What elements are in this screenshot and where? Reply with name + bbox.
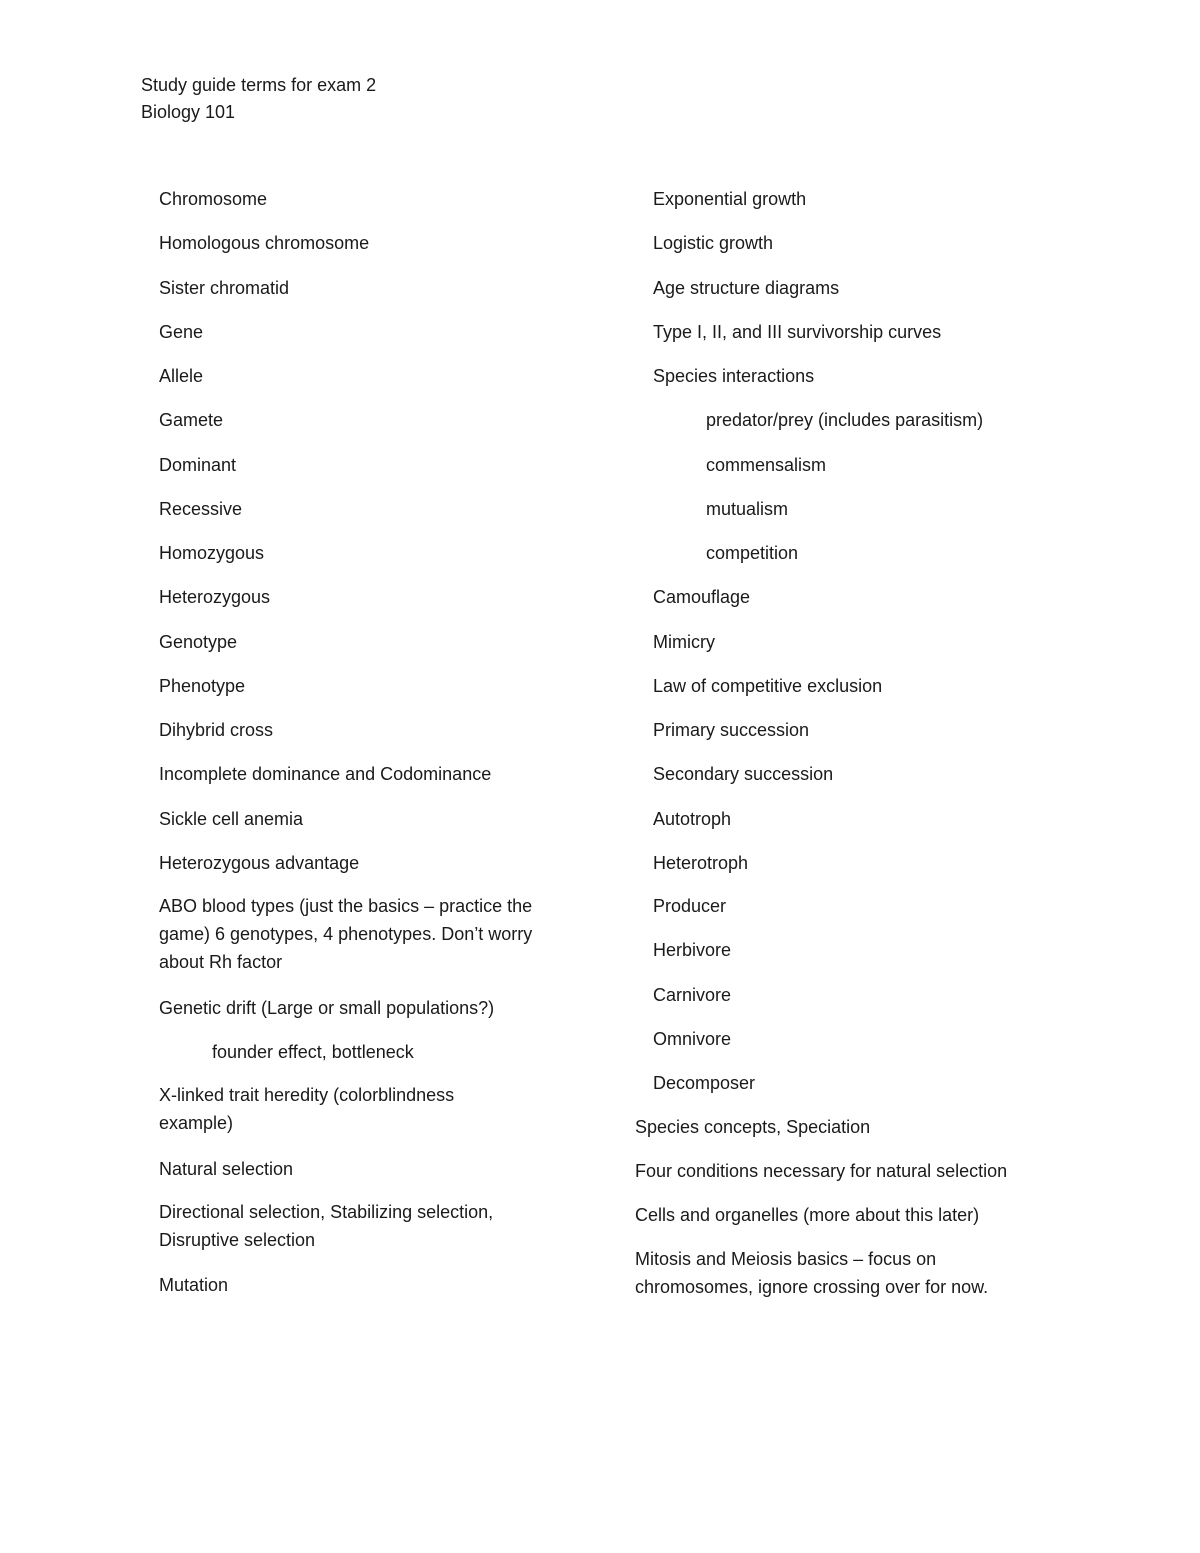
term-homologous-chromosome: Homologous chromosome — [159, 233, 370, 253]
term-genotype: Genotype — [159, 632, 238, 652]
term-primary-succession: Primary succession — [653, 720, 810, 740]
term-autotroph: Autotroph — [653, 809, 732, 829]
term-species-interactions: Species interactions — [653, 366, 815, 386]
term-founder-effect: founder effect, bottleneck — [212, 1042, 414, 1062]
term-incomplete-dominance: Incomplete dominance and Codominance — [159, 764, 492, 784]
term-producer: Producer — [653, 896, 727, 916]
term-mutualism: mutualism — [706, 499, 789, 519]
term-gene: Gene — [159, 322, 204, 342]
term-competitive-exclusion: Law of competitive exclusion — [653, 676, 883, 696]
term-selection-types: Directional selection, Stabilizing selection, Disruptive selection — [159, 1202, 494, 1250]
term-heterozygous-advantage: Heterozygous advantage — [159, 853, 360, 873]
term-abo-blood-types: ABO blood types (just the basics – practice the game) 6 genotypes, 4 phenotypes. Don’t worry about Rh factor — [159, 896, 533, 972]
term-recessive: Recessive — [159, 499, 243, 519]
term-decomposer: Decomposer — [653, 1073, 756, 1093]
term-omnivore: Omnivore — [653, 1029, 732, 1049]
term-heterozygous: Heterozygous — [159, 587, 271, 607]
term-competition: competition — [706, 543, 799, 563]
term-x-linked-trait: X-linked trait heredity (colorblindness example) — [159, 1085, 455, 1133]
term-carnivore: Carnivore — [653, 985, 732, 1005]
document-title: Study guide terms for exam 2 — [141, 75, 377, 95]
term-age-structure-diagrams: Age structure diagrams — [653, 278, 840, 298]
course-name: Biology 101 — [141, 102, 236, 122]
term-species-concepts: Species concepts, Speciation — [635, 1117, 871, 1137]
term-dominant: Dominant — [159, 455, 237, 475]
term-secondary-succession: Secondary succession — [653, 764, 834, 784]
term-homozygous: Homozygous — [159, 543, 265, 563]
term-predator-prey: predator/prey (includes parasitism) — [706, 410, 984, 430]
term-allele: Allele — [159, 366, 204, 386]
term-herbivore: Herbivore — [653, 940, 732, 960]
term-cells-organelles: Cells and organelles (more about this later) — [635, 1205, 980, 1225]
term-natural-selection-conditions: Four conditions necessary for natural selection — [635, 1161, 1008, 1181]
term-logistic-growth: Logistic growth — [653, 233, 774, 253]
term-sickle-cell-anemia: Sickle cell anemia — [159, 809, 304, 829]
term-heterotroph: Heterotroph — [653, 853, 749, 873]
term-genetic-drift: Genetic drift (Large or small populations?) — [159, 998, 495, 1018]
term-gamete: Gamete — [159, 410, 224, 430]
term-survivorship-curves: Type I, II, and III survivorship curves — [653, 322, 942, 342]
term-phenotype: Phenotype — [159, 676, 246, 696]
term-mutation: Mutation — [159, 1275, 229, 1295]
term-commensalism: commensalism — [706, 455, 827, 475]
term-sister-chromatid: Sister chromatid — [159, 278, 290, 298]
term-exponential-growth: Exponential growth — [653, 189, 807, 209]
term-dihybrid-cross: Dihybrid cross — [159, 720, 274, 740]
term-mitosis-meiosis: Mitosis and Meiosis basics – focus on chromosomes, ignore crossing over for now. — [635, 1249, 989, 1297]
term-natural-selection: Natural selection — [159, 1159, 294, 1179]
term-chromosome: Chromosome — [159, 189, 268, 209]
term-camouflage: Camouflage — [653, 587, 751, 607]
term-mimicry: Mimicry — [653, 632, 715, 652]
